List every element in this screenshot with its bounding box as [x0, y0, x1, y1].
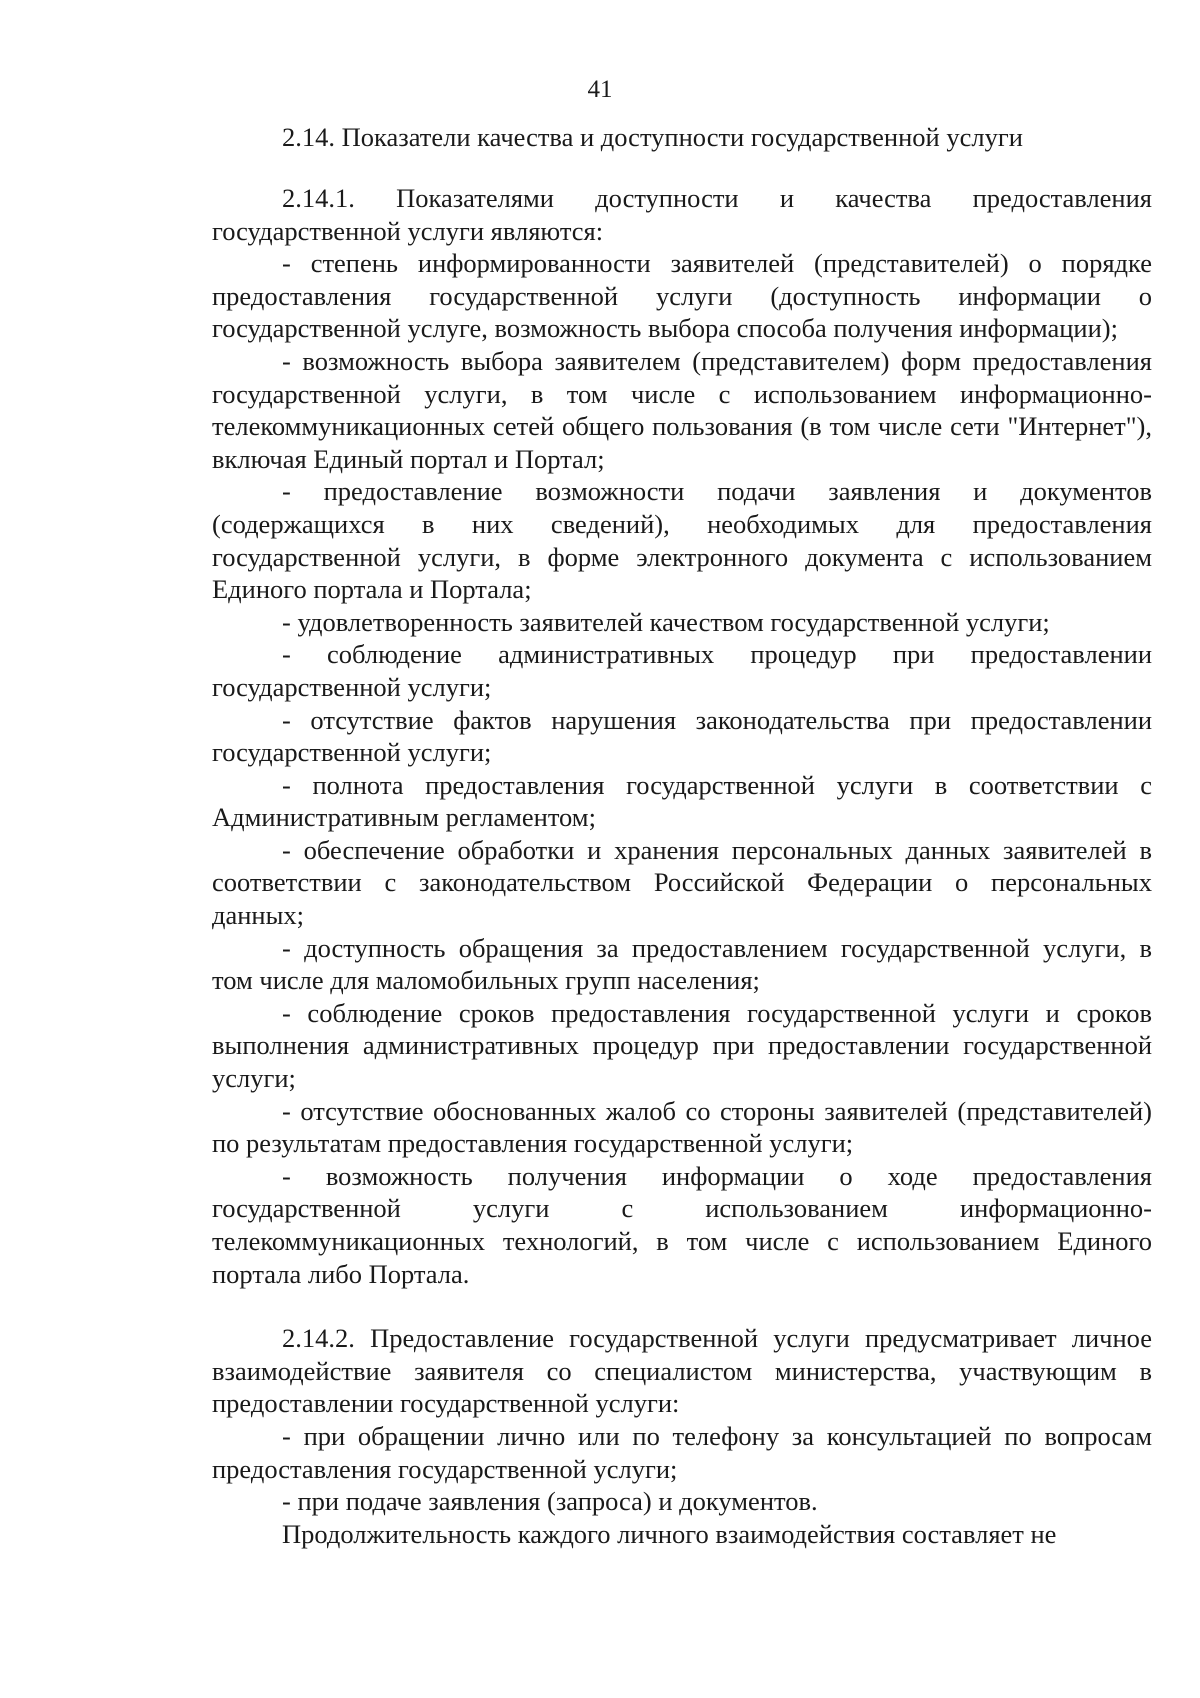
list-item: - возможность получения информации о ходе предоставления государственной услуги с использованием информационно-телекоммуникационных технологий, в том числе с использованием Единого портала либо Портала.: [212, 1160, 1152, 1289]
list-item: - при обращении лично или по телефону за консультацией по вопросам предоставления государственной услуги;: [212, 1420, 1152, 1484]
list-item: - возможность выбора заявителем (представителем) форм предоставления государственной услуги, в том числе с использованием информационно-телекоммуникационных сетей общего пользования (в том числе сети "Интернет"), включая Единый портал и Портал;: [212, 345, 1152, 474]
paragraph-duration: Продолжительность каждого личного взаимодействия составляет не: [282, 1518, 1057, 1549]
list-item: - полнота предоставления государственной услуги в соответствии с Административным регламентом;: [212, 769, 1152, 833]
list-item: - обеспечение обработки и хранения персональных данных заявителей в соответствии с законодательством Российской Федерации о персональных данных;: [212, 834, 1152, 931]
document-body: [212, 182, 1152, 1550]
page-number: 41: [587, 76, 613, 103]
section-title: 2.14. Показатели качества и доступности государственной услуги: [282, 122, 1023, 152]
list-item: - доступность обращения за предоставлением государственной услуги, в том числе для маломобильных групп населения;: [212, 932, 1152, 996]
list-item: - отсутствие фактов нарушения законодательства при предоставлении государственной услуги;: [212, 704, 1152, 768]
list-item: - предоставление возможности подачи заявления и документов (содержащихся в них сведений), необходимых для предоставления государственной услуги, в форме электронного документа с использованием Единого портала и Портала;: [212, 476, 1152, 605]
paragraph-2-14-2: 2.14.2. Предоставление государственной услуги предусматривает личное взаимодействие заявителя со специалистом министерства, участвующим в предоставлении государственной услуги:: [212, 1323, 1152, 1419]
list-item: - при подаче заявления (запроса) и документов.: [282, 1486, 818, 1517]
list-item: - удовлетворенность заявителей качеством государственной услуги;: [282, 606, 1050, 637]
list-item: - соблюдение административных процедур при предоставлении государственной услуги;: [212, 639, 1152, 702]
list-item: - соблюдение сроков предоставления государственной услуги и сроков выполнения административных процедур при предоставлении государственной услуги;: [212, 997, 1152, 1094]
paragraph-2-14-1: 2.14.1. Показателями доступности и качества предоставления государственной услуги являются:: [212, 183, 1152, 246]
list-item: - степень информированности заявителей (представителей) о порядке предоставления государственной услуги (доступность информации о государственной услуге, возможность выбора способа получения информации);: [212, 248, 1152, 344]
list-item: - отсутствие обоснованных жалоб со стороны заявителей (представителей) по результатам предоставления государственной услуги;: [212, 1095, 1152, 1159]
